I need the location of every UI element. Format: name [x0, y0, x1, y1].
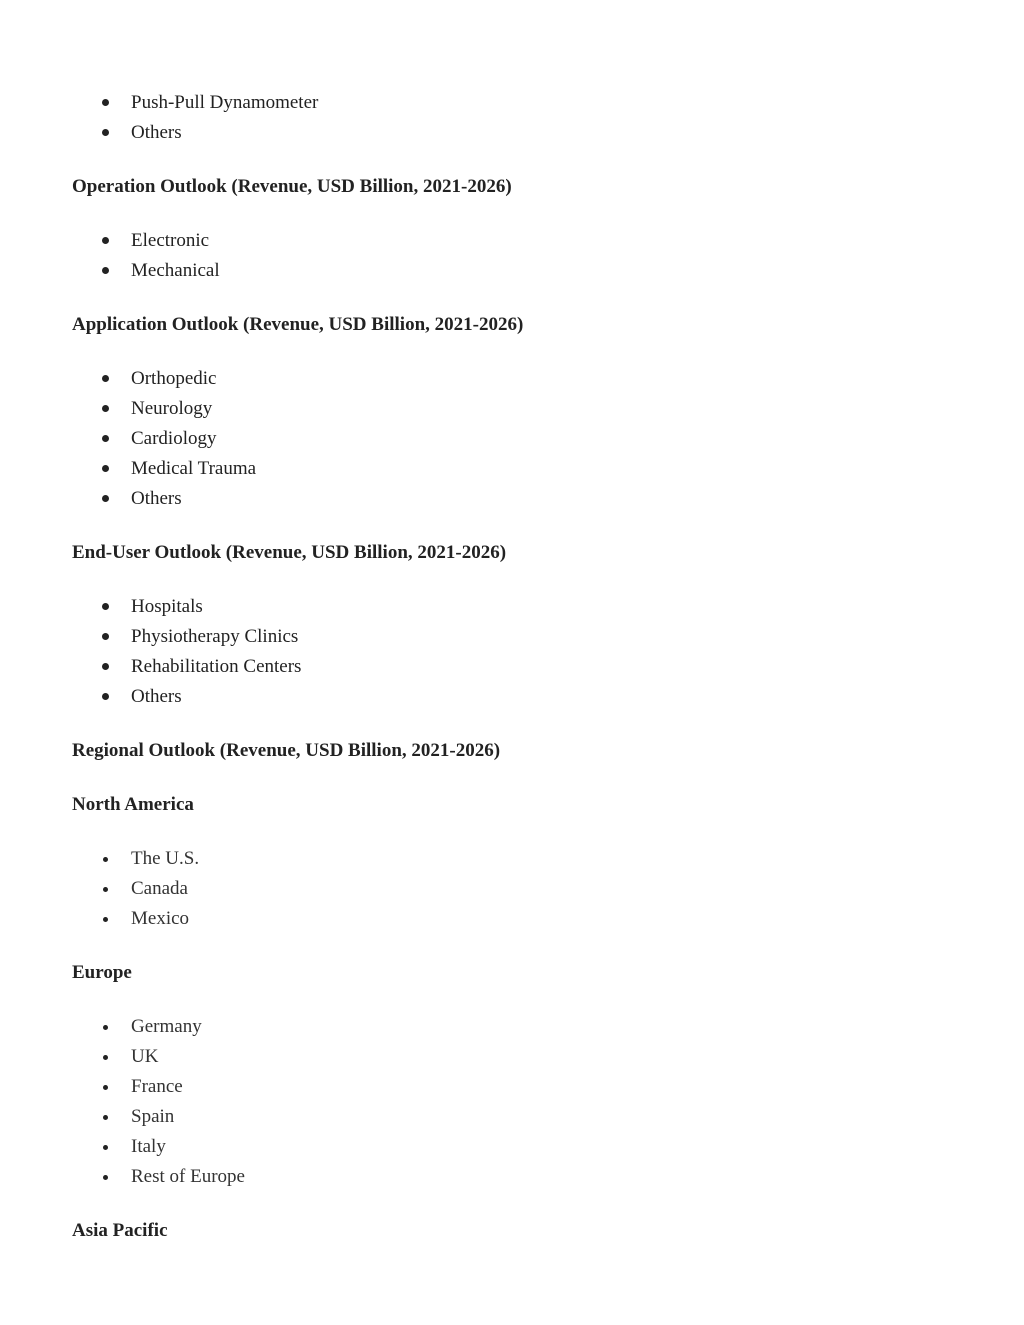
operation-outlook-heading: Operation Outlook (Revenue, USD Billion, 2021-2026): [72, 176, 512, 197]
operation-list: [72, 226, 972, 286]
list-item: Others: [72, 484, 972, 514]
bullet-icon: [102, 435, 109, 442]
europe-heading: Europe: [72, 962, 132, 983]
bullet-icon: [102, 375, 109, 382]
north-america-list: [72, 844, 972, 934]
bullet-icon: [102, 405, 109, 412]
bullet-icon: [102, 465, 109, 472]
list-item: Spain: [72, 1102, 972, 1132]
bullet-icon: [102, 495, 109, 502]
bullet-icon: [102, 129, 109, 136]
list-item: Push-Pull Dynamometer: [72, 88, 972, 118]
list-item: UK: [72, 1042, 972, 1072]
bullet-icon: [102, 633, 109, 640]
bullet-icon: [103, 1055, 108, 1060]
bullet-icon: [103, 857, 108, 862]
bullet-icon: [102, 267, 109, 274]
bullet-icon: [103, 1175, 108, 1180]
list-item: Others: [72, 682, 972, 712]
list-item: Cardiology: [72, 424, 972, 454]
bullet-icon: [102, 603, 109, 610]
list-item: Italy: [72, 1132, 972, 1162]
list-item: Orthopedic: [72, 364, 972, 394]
europe-list: [72, 1012, 972, 1192]
list-item: Physiotherapy Clinics: [72, 622, 972, 652]
list-item: Hospitals: [72, 592, 972, 622]
bullet-icon: [103, 1145, 108, 1150]
regional-outlook-heading: Regional Outlook (Revenue, USD Billion, 2021-2026): [72, 740, 501, 761]
list-item: The U.S.: [72, 844, 972, 874]
bullet-icon: [102, 99, 109, 106]
end-user-list: [72, 592, 972, 712]
asia-pacific-heading: Asia Pacific: [72, 1220, 168, 1241]
bullet-icon: [103, 1025, 108, 1030]
list-item: Medical Trauma: [72, 454, 972, 484]
list-item: Germany: [72, 1012, 972, 1042]
bullet-icon: [103, 917, 108, 922]
bullet-icon: [103, 1085, 108, 1090]
list-item: Canada: [72, 874, 972, 904]
bullet-icon: [102, 663, 109, 670]
bullet-icon: [102, 693, 109, 700]
document-page: [72, 88, 972, 1246]
product-list: [72, 88, 972, 148]
list-item: Rehabilitation Centers: [72, 652, 972, 682]
list-item: Mechanical: [72, 256, 972, 286]
bullet-icon: [102, 237, 109, 244]
list-item: Others: [72, 118, 972, 148]
list-item: Mexico: [72, 904, 972, 934]
application-outlook-heading: Application Outlook (Revenue, USD Billion, 2021-2026): [72, 314, 524, 335]
north-america-heading: North America: [72, 794, 194, 815]
bullet-icon: [103, 887, 108, 892]
list-item: Electronic: [72, 226, 972, 256]
application-list: [72, 364, 972, 514]
end-user-outlook-heading: End-User Outlook (Revenue, USD Billion, 2021-2026): [72, 542, 507, 563]
list-item: Rest of Europe: [72, 1162, 972, 1192]
list-item: France: [72, 1072, 972, 1102]
bullet-icon: [103, 1115, 108, 1120]
list-item: Neurology: [72, 394, 972, 424]
